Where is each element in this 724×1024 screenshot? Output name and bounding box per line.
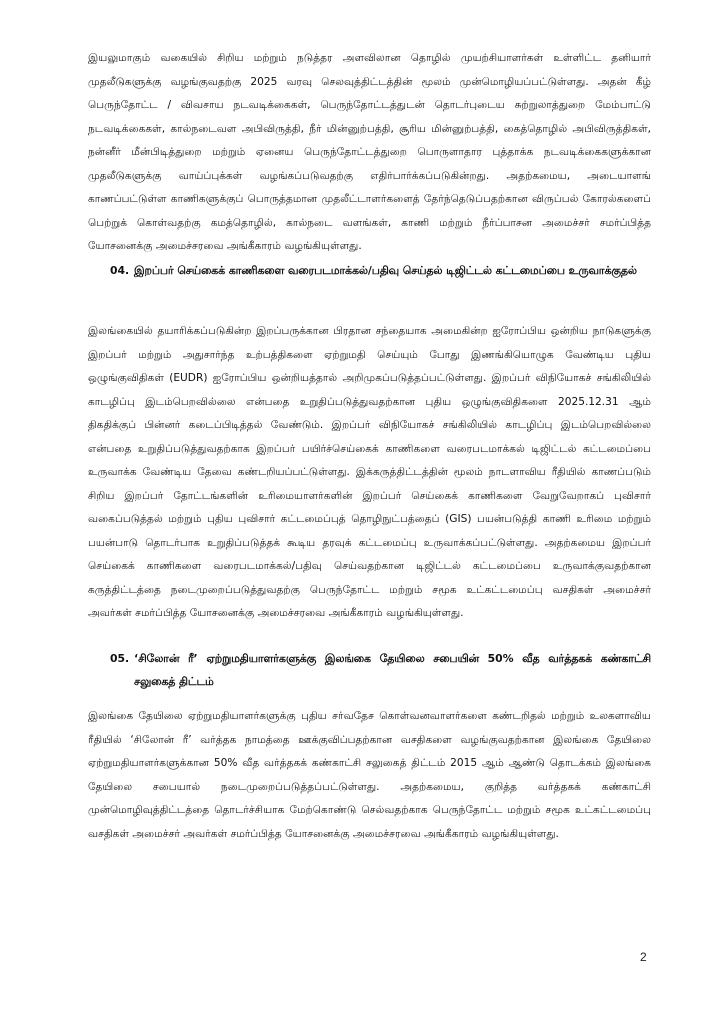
- section-05-title: ‘சிலோன் ரீ’ ஏற்றுமதியாளர்களுக்கு இலங்கை தேயிலை சபையின் 50% வீத வர்த்தகக் கண்காட்சி சலுகைத் திட்டம்: [134, 652, 651, 688]
- paragraph-continued: இயலுமாகும் வகையில் சிறிய மற்றும் நடுத்தர அளவிலான தொழில் முயற்சியாளர்கள் உள்ளிட்ட தனியார் முதலீடுகளுக்கு வழங்குவதற்கு 2025 வரவு செலவுத்திட்டத்தின் மூலம் முன்மொழியப்பட்டுள்ளது. அதன் கீழ் பெருந்தோட்ட / விவசாய நடவடிக்கைகள், பெருந்தோட்டத்துடன் தொடர்புடைய சுற்றுலாத்துறை மேம்பாட்டு நடவடிக்கைகள், கால்நடைவள அபிவிருத்தி, நீர் மின்னுற்பத்தி, சூரிய மின்னுற்பத்தி, கைத்தொழில் அபிவிருத்திகள், நன்னீர் மீன்பிடித்துறை மற்றும் ஏனைய பெருந்தோட்டத்துறை பொருளாதார புத்தாக்க நடவடிக்கைகளுக்கான முதலீடுகளுக்கு வாய்ப்புக்கள் வழங்கப்படுவதற்கு எதிர்பார்க்கப்படுகின்றது. அதற்கமைய, அடையாளங் காணப்பட்டுள்ள காணிகளுக்குப் பொருத்தமான முதலீட்டாளர்களைத் தேர்ந்தெடுப்பதற்கான விருப்பல் கோரல்களைப் பெற்றுக் கொள்வதற்கு கமத்தொழில், கால்நடை வளங்கள், காணி மற்றும் நீர்ப்பாசன அமைச்சர் சமர்ப்பித்த யோசனைக்கு அமைச்சரவை அங்கீகாரம் வழங்கியுள்ளது.: [88, 52, 651, 252]
- section-05-body: இலங்கை தேயிலை ஏற்றுமதியாளர்களுக்கு புதிய சர்வதேச கொள்வனவாளர்களை கண்டறிதல் மற்றும் உலகளாவிய ரீதியில் ‘சிலோன் ரீ’ வர்த்தக நாமத்தை ஊக்குவிப்பதற்கான வசதிகளை வழங்குவதற்கான இலங்கை தேயிலை ஏற்றுமதியாளர்களுக்கான 50% வீத வர்த்தகக் கண்காட்சி சலுகைத் திட்டம் 2015 ஆம் ஆண்டு தொடக்கம் இலங்கை தேயிலை சபையால் நடைமுறைப்படுத்தப்பட்டுள்ளது. அதற்கமைய, குறித்த வர்த்தகக் கண்காட்சி முன்மொழிவுத்திட்டத்தை தொடர்ச்சியாக மேற்கொண்டு செல்வதற்காக பெருந்தோட்ட மற்றும் சமூக உட்கட்டமைப்பு வசதிகள் அமைச்சர் அவர்கள் சமர்ப்பித்த யோசனைக்கு அமைச்சரவை அங்கீகாரம் வழங்கியுள்ளது.: [88, 710, 651, 840]
- section-04-title: இறப்பர் செய்கைக் காணிகளை வரைபடமாக்கல்/பதிவு செய்தல் டிஜிட்டல் கட்டமைப்பை உருவாக்குதல்: [134, 264, 637, 277]
- section-04-number: 04.: [110, 264, 130, 277]
- section-05-number: 05.: [110, 652, 130, 665]
- page-number: 2: [640, 950, 647, 964]
- section-05-heading: [110, 647, 651, 693]
- section-04-body: இலங்கையில் தயாரிக்கப்படுகின்ற இறப்பருக்கான பிரதான சந்தையாக அமைகின்ற ஐரோப்பிய ஒன்றிய நாடுகளுக்கு இறப்பர் மற்றும் அதுசார்ந்த உற்பத்திகளை ஏற்றுமதி செய்யும் போது இணங்கியொழுக வேண்டிய புதிய ஒழுங்குவிதிகள் (EUDR) ஐரோப்பிய ஒன்றியத்தால் அறிமுகப்படுத்தப்பட்டுள்ளது. இறப்பர் விநியோகச் சங்கிலியில் காடழிப்பு இடம்பெறவில்லை என்பதை உறுதிப்படுத்துவதற்கான புதிய ஒழுங்குவிதிகளை 2025.12.31 ஆம் திகதிக்குப் பின்னர் கடைப்பிடித்தல் வேண்டும். இறப்பர் விநியோகச் சங்கிலியில் காடழிப்பு இடம்பெறவில்லை என்பதை உறுதிப்படுத்துவதற்காக இறப்பர் பயிர்ச்செய்கைக் காணிகளை வரைபடமாக்கல் டிஜிட்டல் கட்டமைப்பை உருவாக்க வேண்டிய தேவை கண்டறியப்பட்டுள்ளது. இக்கருத்திட்டத்தின் மூலம் நாடளாவிய ரீதியில் காணப்படும் சிறிய இறப்பர் தோட்டங்களின் உரிமையாளர்களின் இறப்பர் செய்கைக் காணிகளை வேறுவேறாகப் புவிசார் வகைப்படுத்தல் மற்றும் புதிய புவிசார் கட்டமைப்புத் தொழிநுட்பத்தைப் (GIS) பயன்படுத்தி காணி உரிமை மற்றும் பயன்பாடு தொடர்பாக உறுதிப்படுத்தக் கூடிய தரவுக் கட்டமைப்பு உருவாக்கப்பட்டுள்ளது. அதற்கமைய இறப்பர் செய்கைக் காணிகளை வரைபடமாக்கல்/பதிவு செய்வதற்கான டிஜிட்டல் கட்டமைப்பை உருவாக்குவதற்கான கருத்திட்டத்தை நடைமுறைப்படுத்துவதற்கு பெருந்தோட்ட மற்றும் சமூக உட்கட்டமைப்பு வசதிகள் அமைச்சர் அவர்கள் சமர்ப்பித்த யோசனைக்கு அமைச்சரவை அங்கீகாரம் வழங்கியுள்ளது.: [88, 325, 651, 619]
- section-04-heading: [110, 259, 651, 282]
